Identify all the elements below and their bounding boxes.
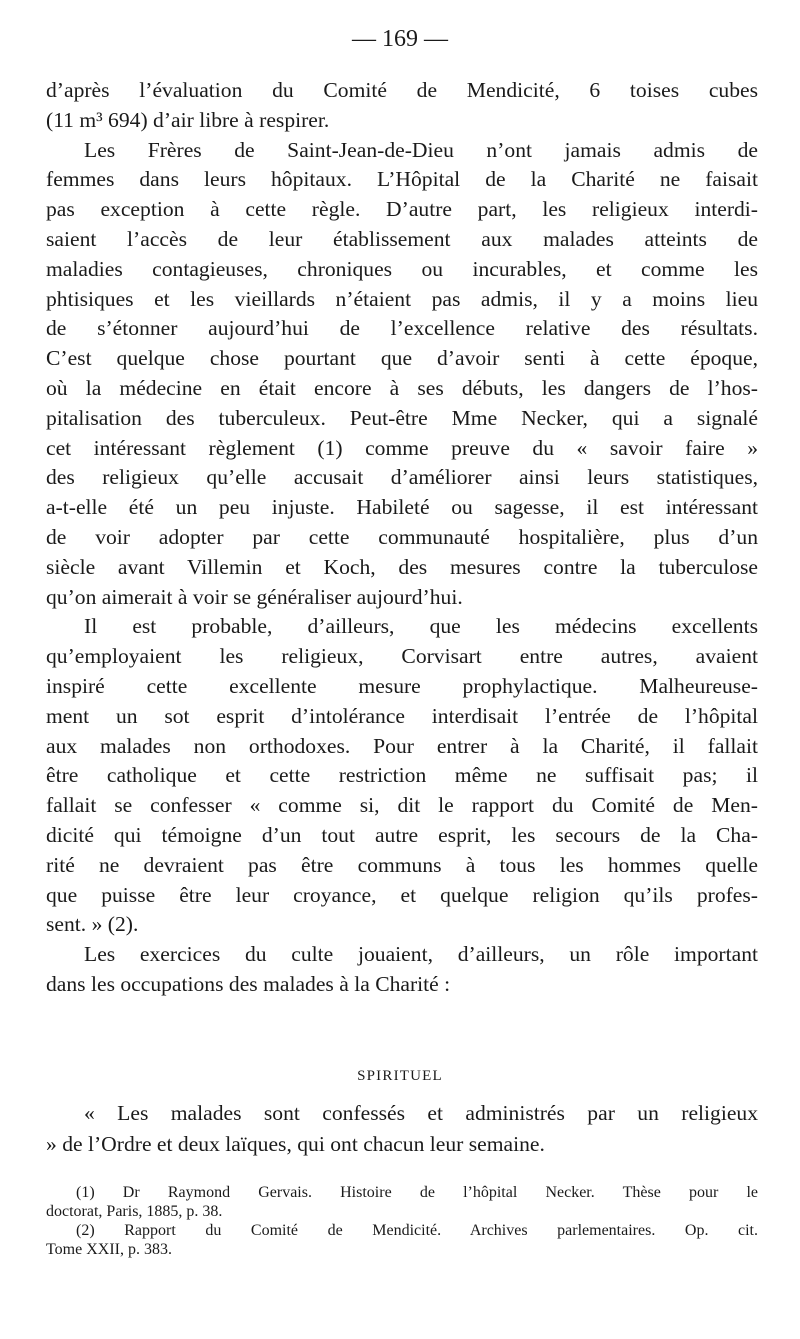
- text-line: que puisse être leur croyance, et quelque religion qu’ils profes-: [46, 882, 758, 907]
- footnote-line: Tome XXII, p. 383.: [46, 1241, 172, 1258]
- text-line: d’après l’évaluation du Comité de Mendicité, 6 toises cubes: [46, 78, 758, 102]
- footnote-line: (2) Rapport du Comité de Mendicité. Archives parlementaires. Op. cit.: [76, 1222, 758, 1239]
- quote-line: « Les malades sont confessés et administrés par un religieux: [84, 1101, 758, 1125]
- text-line: aux malades non orthodoxes. Pour entrer à la Charité, il fallait: [46, 733, 758, 758]
- text-line: dicité qui témoigne d’un tout autre esprit, les secours de la Cha-: [46, 822, 758, 847]
- text-line: Il est probable, d’ailleurs, que les médecins excellents: [84, 614, 758, 639]
- quote-line: » de l’Ordre et deux laïques, qui ont chacun leur semaine.: [46, 1132, 545, 1156]
- text-line: où la médecine en était encore à ses débuts, les dangers de l’hos-: [46, 375, 758, 400]
- text-line: fallait se confesser « comme si, dit le rapport du Comité de Men-: [46, 793, 758, 818]
- text-line: maladies contagieuses, chroniques ou incurables, et comme les: [46, 256, 758, 281]
- text-line: ment un sot esprit d’intolérance interdisait l’entrée de l’hôpital: [46, 703, 758, 728]
- text-line: pitalisation des tuberculeux. Peut-être Mme Necker, qui a signalé: [46, 405, 758, 430]
- footnotes: [46, 1183, 758, 1259]
- quote-block: [46, 1098, 758, 1160]
- footnote-line: doctorat, Paris, 1885, p. 38.: [46, 1203, 223, 1220]
- text-line: saient l’accès de leur établissement aux malades atteints de: [46, 226, 758, 251]
- text-line: rité ne devraient pas être communs à tous les hommes quelle: [46, 852, 758, 877]
- text-line: être catholique et cette restriction même ne suffisait pas; il: [46, 763, 758, 788]
- text-line: femmes dans leurs hôpitaux. L’Hôpital de la Charité ne faisait: [46, 167, 758, 192]
- text-line: Les Frères de Saint-Jean-de-Dieu n’ont jamais admis de: [84, 137, 758, 162]
- text-line: de voir adopter par cette communauté hospitalière, plus d’un: [46, 524, 758, 549]
- text-line: sent. » (2).: [46, 912, 139, 937]
- text-line: qu’employaient les religieux, Corvisart entre autres, avaient: [46, 644, 758, 669]
- text-line: cet intéressant règlement (1) comme preuve du « savoir faire »: [46, 435, 758, 460]
- text-line: phtisiques et les vieillards n’étaient pas admis, il y a moins lieu: [46, 286, 758, 311]
- text-line: C’est quelque chose pourtant que d’avoir senti à cette époque,: [46, 346, 758, 371]
- text-line: siècle avant Villemin et Koch, des mesures contre la tuberculose: [46, 554, 758, 579]
- text-line: de s’étonner aujourd’hui de l’excellence relative des résultats.: [46, 316, 758, 341]
- text-line: inspiré cette excellente mesure prophylactique. Malheureuse-: [46, 673, 758, 698]
- page-number: — 169 —: [352, 26, 448, 52]
- text-line: qu’on aimerait à voir se généraliser aujourd’hui.: [46, 584, 463, 609]
- text-line: (11 m³ 694) d’air libre à respirer.: [46, 107, 330, 132]
- body-text: [46, 76, 758, 1000]
- text-line: Les exercices du culte jouaient, d’ailleurs, un rôle important: [84, 942, 758, 967]
- text-line: a-t-elle été un peu injuste. Habileté ou sagesse, il est intéressant: [46, 495, 758, 520]
- section-heading: SPIRITUEL: [357, 1068, 443, 1084]
- text-line: dans les occupations des malades à la Charité :: [46, 971, 451, 996]
- text-line: des religieux qu’elle accusait d’améliorer ainsi leurs statistiques,: [46, 465, 758, 490]
- footnote-line: (1) Dr Raymond Gervais. Histoire de l’hôpital Necker. Thèse pour le: [76, 1184, 758, 1201]
- text-line: pas exception à cette règle. D’autre part, les religieux interdi-: [46, 197, 758, 222]
